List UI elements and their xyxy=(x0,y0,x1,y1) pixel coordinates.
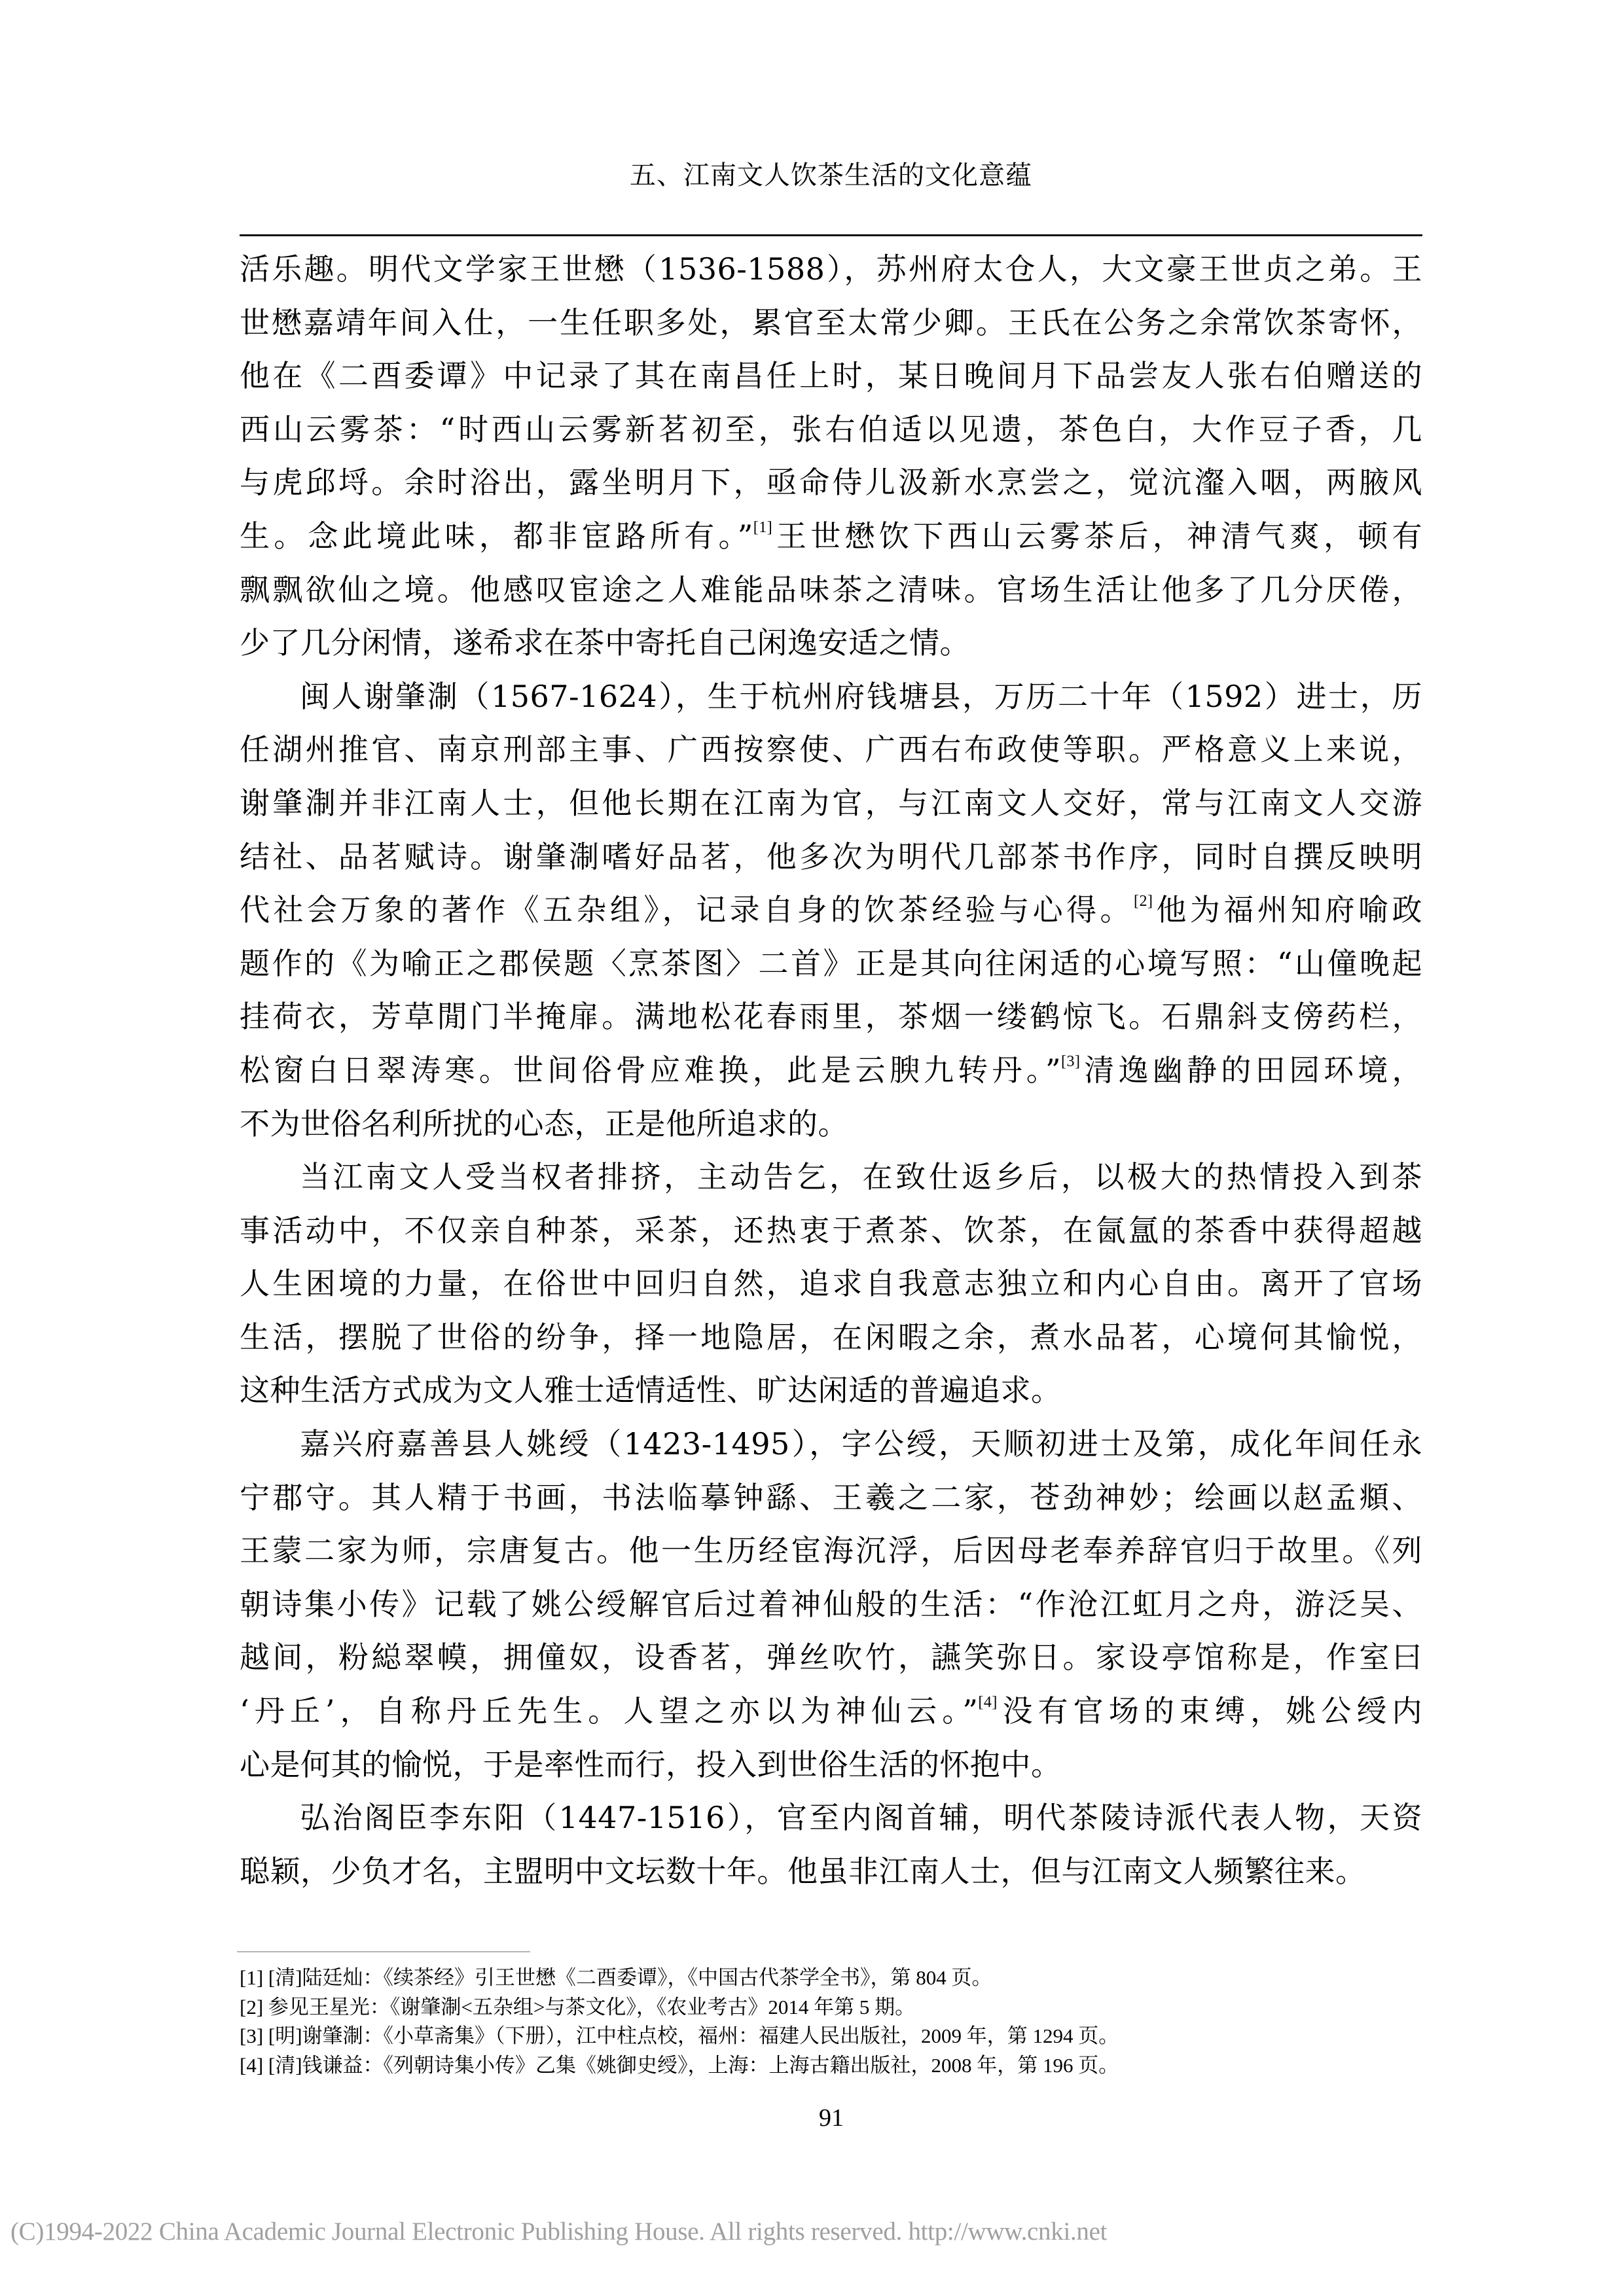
text-line xyxy=(240,884,1422,937)
text-segment: 挂荷衣，芳草閒门半掩扉。满地松花春雨里，茶烟一缕鹤惊飞。石鼎斜支傍药栏， xyxy=(240,999,1422,1035)
text-segment: 这种生活方式成为文人雅士适情适性、旷达闲适的普遍追求。 xyxy=(240,1372,1062,1408)
text-line xyxy=(240,670,1422,724)
text-segment: 生。念此境此味，都非宦路所有。” xyxy=(240,518,753,554)
text-segment: 弘治阁臣李东阳（1447-1516），官至内阁首辅，明代茶陵诗派代表人物，天资 xyxy=(300,1800,1422,1836)
text-segment: 少了几分闲情，遂希求在茶中寄托自己闲逸安适之情。 xyxy=(240,625,970,661)
text-segment: 没有官场的束缚，姚公绶内 xyxy=(997,1693,1423,1729)
text-line xyxy=(240,1098,1422,1151)
text-segment: 与虎邱埒。余时浴出，露坐明月下，亟命侍儿汲新水烹尝之，觉沆瀣入咽，两腋风 xyxy=(240,465,1422,501)
text-line xyxy=(240,723,1422,777)
text-segment: 当江南文人受当权者排挤，主动告乞，在致仕返乡后，以极大的热情投入到茶 xyxy=(300,1159,1422,1195)
text-segment: 结社、品茗赋诗。谢肇淛嗜好品茗，他多次为明代几部茶书作序，同时自撰反映明 xyxy=(240,838,1422,874)
text-segment: ‘丹丘’，自称丹丘先生。人望之亦以为神仙云。” xyxy=(240,1693,979,1729)
text-line xyxy=(240,510,1422,564)
footnotes xyxy=(240,1964,1418,2080)
text-segment: 飘飘欲仙之境。他感叹宦途之人难能品味茶之清味。官场生活让他多了几分厌倦， xyxy=(240,571,1422,607)
text-line xyxy=(240,1524,1422,1578)
text-line xyxy=(240,1738,1422,1792)
copyright-notice: (C)1994-2022 China Academic Journal Electronic Publishing House. All rights reserved. http://www.cnki.net xyxy=(10,2217,1108,2246)
text-segment: 事活动中，不仅亲自种茶，采茶，还热衷于煮茶、饮茶，在氤氲的茶香中获得超越 xyxy=(240,1212,1422,1248)
text-line xyxy=(240,990,1422,1044)
text-segment: 他为福州知府喻政 xyxy=(1153,892,1423,928)
text-segment: 心是何其的愉悦，于是率性而行，投入到世俗生活的怀抱中。 xyxy=(240,1746,1062,1782)
text-line xyxy=(240,243,1422,296)
text-segment: 活乐趣。明代文学家王世懋（1536-1588），苏州府太仓人，大文豪王世贞之弟。王 xyxy=(240,251,1422,287)
text-line xyxy=(240,937,1422,991)
text-segment: 朝诗集小传》记载了姚公绶解官后过着神仙般的生活：“作沧江虹月之舟，游泛吴、 xyxy=(240,1586,1422,1622)
text-line xyxy=(240,831,1422,884)
text-line xyxy=(240,350,1422,403)
footnote-reference[interactable]: [3] xyxy=(1061,1052,1081,1070)
text-segment: 不为世俗名利所扰的心态，正是他所追求的。 xyxy=(240,1105,848,1141)
text-segment: 他在《二酉委谭》中记录了其在南昌任上时，某日晚间月下品尝友人张右伯赠送的 xyxy=(240,358,1422,394)
header-rule xyxy=(240,234,1422,236)
text-line xyxy=(240,1044,1422,1098)
text-line xyxy=(240,1471,1422,1525)
text-line xyxy=(240,456,1422,510)
footnote-reference[interactable]: [2] xyxy=(1133,893,1153,910)
text-line xyxy=(240,564,1422,617)
text-segment: 题作的《为喻正之郡侯题〈烹茶图〉二首》正是其向往闲适的心境写照：“山僮晚起 xyxy=(240,945,1422,981)
paragraph xyxy=(240,243,1422,670)
text-segment: 王蒙二家为师，宗唐复古。他一生历经宦海沉浮，后因母老奉养辞官归于故里。《列 xyxy=(240,1533,1422,1569)
text-line xyxy=(240,1418,1422,1471)
text-line xyxy=(240,1791,1422,1845)
text-line xyxy=(240,1631,1422,1685)
footnote-reference[interactable]: [1] xyxy=(753,518,773,536)
paragraph xyxy=(240,1791,1422,1898)
text-line xyxy=(240,1845,1422,1899)
footnote-2: [2] 参见王星光：《谢肇淛<五杂组>与茶文化》，《农业考古》2014 年第 5 期。 xyxy=(240,1995,916,2018)
footnote-4: [4] [清]钱谦益：《列朝诗集小传》乙集《姚御史绶》，上海：上海古籍出版社，2008 年，第 196 页。 xyxy=(240,2053,1119,2077)
text-segment: 清逸幽静的田园环境， xyxy=(1080,1052,1422,1088)
running-header-title: 五、江南文人饮茶生活的文化意蕴 xyxy=(630,160,1032,190)
text-segment: 世懋嘉靖年间入仕，一生任职多处，累官至太常少卿。王氏在公务之余常饮茶寄怀， xyxy=(240,304,1422,340)
footnote-separator xyxy=(237,1951,530,1952)
text-segment: 任湖州推官、南京刑部主事、广西按察使、广西右布政使等职。严格意义上来说， xyxy=(240,732,1422,768)
body-text xyxy=(240,243,1422,1898)
text-line xyxy=(240,1578,1422,1632)
text-line xyxy=(240,617,1422,670)
paragraph xyxy=(240,1418,1422,1791)
text-segment: 越间，粉縂翠幙，拥僮奴，设香茗，弹丝吹竹，讌笑弥日。家设亭馆称是，作室曰 xyxy=(240,1640,1422,1676)
text-segment: 代社会万象的著作《五杂组》，记录自身的饮茶经验与心得。 xyxy=(240,892,1134,928)
paragraph xyxy=(240,1151,1422,1418)
text-segment: 王世懋饮下西山云雾茶后，神清气爽，顿有 xyxy=(772,518,1422,554)
page-number: 91 xyxy=(819,2104,844,2132)
text-segment: 松窗白日翠涛寒。世间俗骨应难换，此是云腴九转丹。” xyxy=(240,1052,1062,1088)
text-segment: 人生困境的力量，在俗世中回归自然，追求自我意志独立和内心自由。离开了官场 xyxy=(240,1266,1422,1302)
paragraph xyxy=(240,670,1422,1151)
footnote-reference[interactable]: [4] xyxy=(978,1694,998,1712)
text-segment: 西山云雾茶：“时西山云雾新茗初至，张右伯适以见遗，茶色白，大作豆子香，几 xyxy=(240,411,1422,447)
text-segment: 谢肇淛并非江南人士，但他长期在江南为官，与江南文人交好，常与江南文人交游 xyxy=(240,785,1422,821)
footnote-3: [3] [明]谢肇淛：《小草斋集》（下册），江中柱点校，福州：福建人民出版社，2009 年，第 1294 页。 xyxy=(240,2024,1119,2047)
text-line xyxy=(240,1311,1422,1365)
text-line xyxy=(240,1151,1422,1204)
text-segment: 聪颖，少负才名，主盟明中文坛数十年。他虽非江南人士，但与江南文人频繁往来。 xyxy=(240,1853,1366,1889)
text-segment: 宁郡守。其人精于书画，书法临摹钟繇、王羲之二家，苍劲神妙；绘画以赵孟頫、 xyxy=(240,1479,1422,1515)
text-segment: 闽人谢肇淛（1567-1624），生于杭州府钱塘县，万历二十年（1592）进士，历 xyxy=(300,678,1422,714)
footnote-1: [1] [清]陆廷灿：《续茶经》引王世懋《二酉委谭》，《中国古代茶学全书》，第 804 页。 xyxy=(240,1966,992,1989)
text-line xyxy=(240,1204,1422,1258)
text-line xyxy=(240,1257,1422,1311)
text-line xyxy=(240,1364,1422,1418)
text-segment: 生活，摆脱了世俗的纷争，择一地隐居，在闲暇之余，煮水品茗，心境何其愉悦， xyxy=(240,1319,1422,1355)
text-line xyxy=(240,403,1422,457)
text-line xyxy=(240,296,1422,350)
text-segment: 嘉兴府嘉善县人姚绶（1423-1495），字公绶，天顺初进士及第，成化年间任永 xyxy=(300,1426,1422,1462)
text-line xyxy=(240,1685,1422,1738)
text-line xyxy=(240,777,1422,831)
